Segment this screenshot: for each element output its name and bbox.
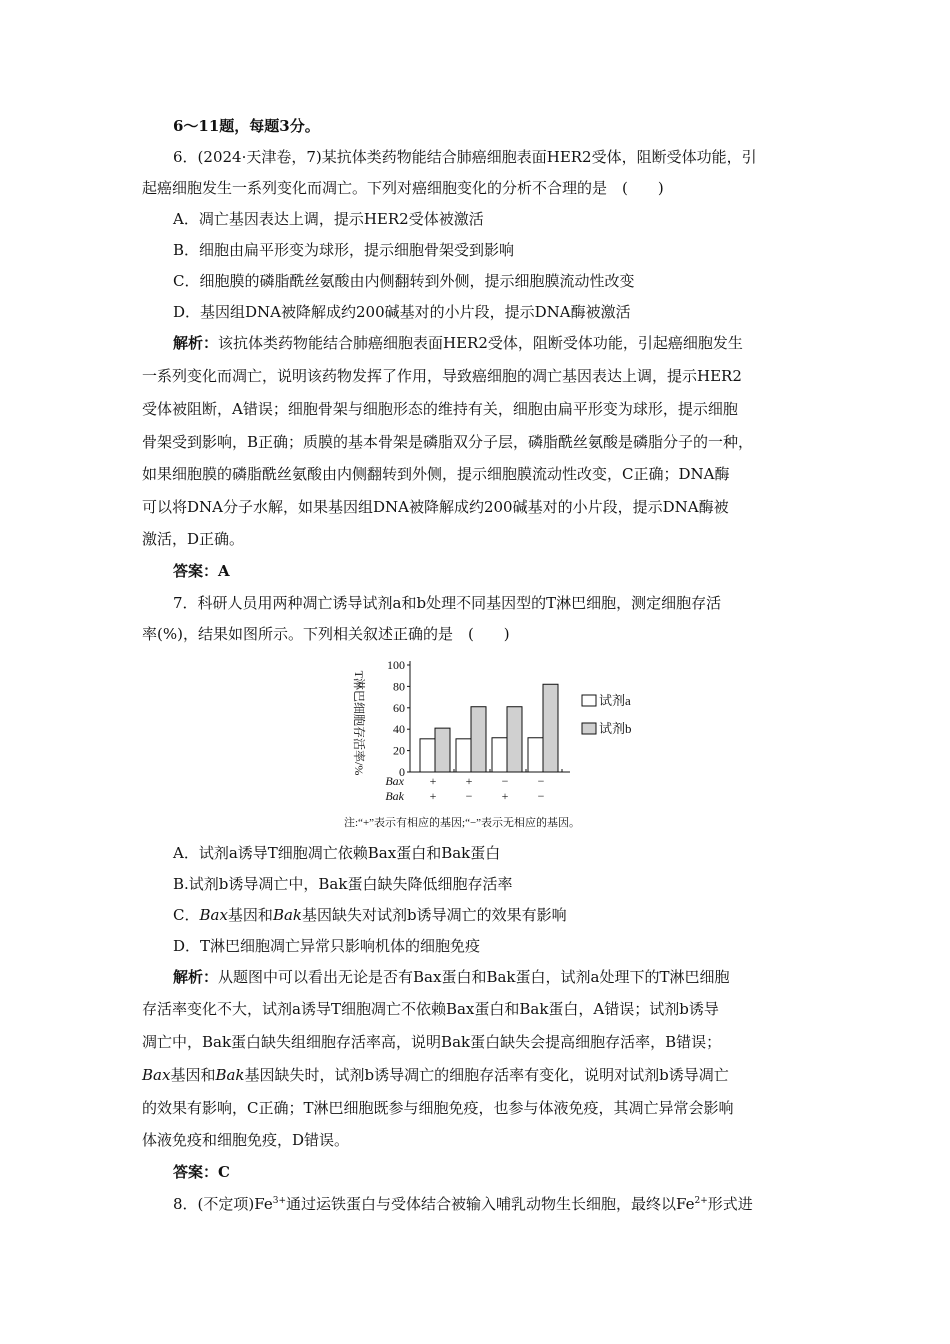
section-intro: 6～11题，每题3分。 — [173, 117, 320, 135]
bax-sign: + — [429, 774, 437, 788]
q6-analysis-line-2: 一系列变化而凋亡，说明该药物发挥了作用，导致癌细胞的凋亡基因表达上调，提示HER2 — [142, 367, 742, 385]
y-tick-label: 80 — [393, 679, 405, 694]
q6-analysis-line-3: 受体被阻断，A错误；细胞骨架与细胞形态的维持有关，细胞由扁平形变为球形，提示细胞 — [142, 400, 738, 418]
legend-label: 试剂a — [599, 693, 631, 708]
bax-sign: − — [537, 774, 545, 788]
bar-reagent-b — [543, 684, 558, 772]
bar-reagent-a — [420, 739, 435, 772]
chart-note: 注:“+”表示有相应的基因;“−”表示无相应的基因。 — [344, 817, 581, 829]
bak-sign: − — [465, 789, 473, 803]
q7-option-c: C．Bax基因和Bak基因缺失对试剂b诱导凋亡的效果有影响 — [173, 906, 567, 924]
y-axis-label: T淋巴细胞存活率/% — [352, 670, 366, 776]
bak-sign: + — [429, 789, 437, 803]
bar-reagent-b — [507, 707, 522, 772]
row-label-bax: Bax — [385, 774, 404, 788]
q7-analysis-line-2: 存活率变化不大，试剂a诱导T细胞凋亡不依赖Bax蛋白和Bak蛋白，A错误；试剂b诱导 — [142, 1000, 719, 1018]
y-tick-label: 100 — [387, 658, 405, 672]
q6-stem-line-2: 起癌细胞发生一系列变化而凋亡。下列对癌细胞变化的分析不合理的是 ( ) — [142, 179, 664, 197]
q6-analysis-line-5: 如果细胞膜的磷脂酰丝氨酸由内侧翻转到外侧，提示细胞膜流动性改变，C正确；DNA酶 — [142, 465, 730, 483]
q6-analysis-line-6: 可以将DNA分子水解，如果基因组DNA被降解成约200碱基对的小片段，提示DNA酶被 — [142, 498, 729, 516]
q7-option-d: D．T淋巴细胞凋亡异常只影响机体的细胞免疫 — [173, 937, 481, 955]
q6-stem-line-1: 6．(2024·天津卷，7)某抗体类药物能结合肺癌细胞表面HER2受体，阻断受体功能，引 — [173, 148, 757, 166]
bax-sign: − — [501, 774, 509, 788]
bar-reagent-a — [528, 738, 543, 772]
q7-stem-line-2: 率(%)，结果如图所示。下列相关叙述正确的是 ( ) — [142, 625, 510, 643]
q7-analysis-line-6: 体液免疫和细胞免疫，D错误。 — [142, 1131, 350, 1149]
legend-swatch — [582, 695, 596, 706]
q6-analysis-line-1: 解析：该抗体类药物能结合肺癌细胞表面HER2受体，阻断受体功能，引起癌细胞发生 — [173, 334, 743, 352]
q6-option-d: D．基因组DNA被降解成约200碱基对的小片段，提示DNA酶被激活 — [173, 303, 631, 321]
q6-option-b: B．细胞由扁平形变为球形，提示细胞骨架受到影响 — [173, 241, 515, 259]
q7-analysis-label: 解析： — [173, 968, 219, 986]
q7-analysis-line-1: 解析：从题图中可以看出无论是否有Bax蛋白和Bak蛋白，试剂a处理下的T淋巴细胞 — [173, 968, 730, 986]
q7-stem-line-1: 7．科研人员用两种凋亡诱导试剂a和b处理不同基因型的T淋巴细胞，测定细胞存活 — [173, 594, 722, 612]
q6-analysis-line-7: 激活，D正确。 — [142, 530, 245, 548]
bar-reagent-b — [471, 707, 486, 772]
q7-analysis-line-4: Bax基因和Bak基因缺失时，试剂b诱导凋亡的细胞存活率有变化，说明对试剂b诱导凋亡 — [142, 1066, 729, 1084]
q7-option-a: A．试剂a诱导T细胞凋亡依赖Bax蛋白和Bak蛋白 — [173, 844, 501, 862]
bar-reagent-a — [456, 739, 471, 772]
q7-analysis-line-3: 凋亡中，Bak蛋白缺失组细胞存活率高，说明Bak蛋白缺失会提高细胞存活率，B错误； — [142, 1033, 722, 1051]
q8-stem-line-1: 8．(不定项)$Fe^{3+}$通过运铁蛋白与受体结合被输入哺乳动物生长细胞，最终以$Fe^{2+}$形式进 — [173, 1195, 753, 1213]
legend-label: 试剂b — [599, 721, 632, 736]
bar-reagent-a — [492, 738, 507, 772]
survival-bar-chart — [338, 655, 648, 833]
bax-sign: + — [465, 774, 473, 788]
gene-bak: Bak — [272, 906, 302, 924]
q6-answer: 答案：A — [173, 562, 230, 580]
row-label-bak: Bak — [385, 789, 404, 803]
chart-bars — [420, 684, 558, 772]
y-tick-label: 20 — [393, 743, 405, 758]
q7-analysis-line-5: 的效果有影响，C正确；T淋巴细胞既参与细胞免疫，也参与体液免疫，其凋亡异常会影响 — [142, 1099, 734, 1117]
chart-genotype-rows — [385, 774, 544, 803]
bak-sign: + — [501, 789, 509, 803]
chart-legend — [582, 693, 632, 736]
y-tick-label: 60 — [393, 700, 405, 715]
q6-option-a: A．凋亡基因表达上调，提示HER2受体被激活 — [173, 210, 484, 228]
legend-swatch — [582, 723, 596, 734]
y-tick-label: 0 — [399, 765, 405, 779]
q6-option-c: C．细胞膜的磷脂酰丝氨酸由内侧翻转到外侧，提示细胞膜流动性改变 — [173, 272, 635, 290]
gene-bax: Bax — [199, 906, 228, 924]
q7-answer: 答案：C — [173, 1163, 230, 1181]
bar-reagent-b — [435, 728, 450, 772]
q7-option-b: B.试剂b诱导凋亡中，Bak蛋白缺失降低细胞存活率 — [173, 875, 513, 893]
q6-analysis-label: 解析： — [173, 334, 219, 352]
q6-analysis-line-4: 骨架受到影响，B正确；质膜的基本骨架是磷脂双分子层，磷脂酰丝氨酸是磷脂分子的一种， — [142, 433, 754, 451]
bak-sign: − — [537, 789, 545, 803]
y-tick-label: 40 — [393, 722, 405, 737]
